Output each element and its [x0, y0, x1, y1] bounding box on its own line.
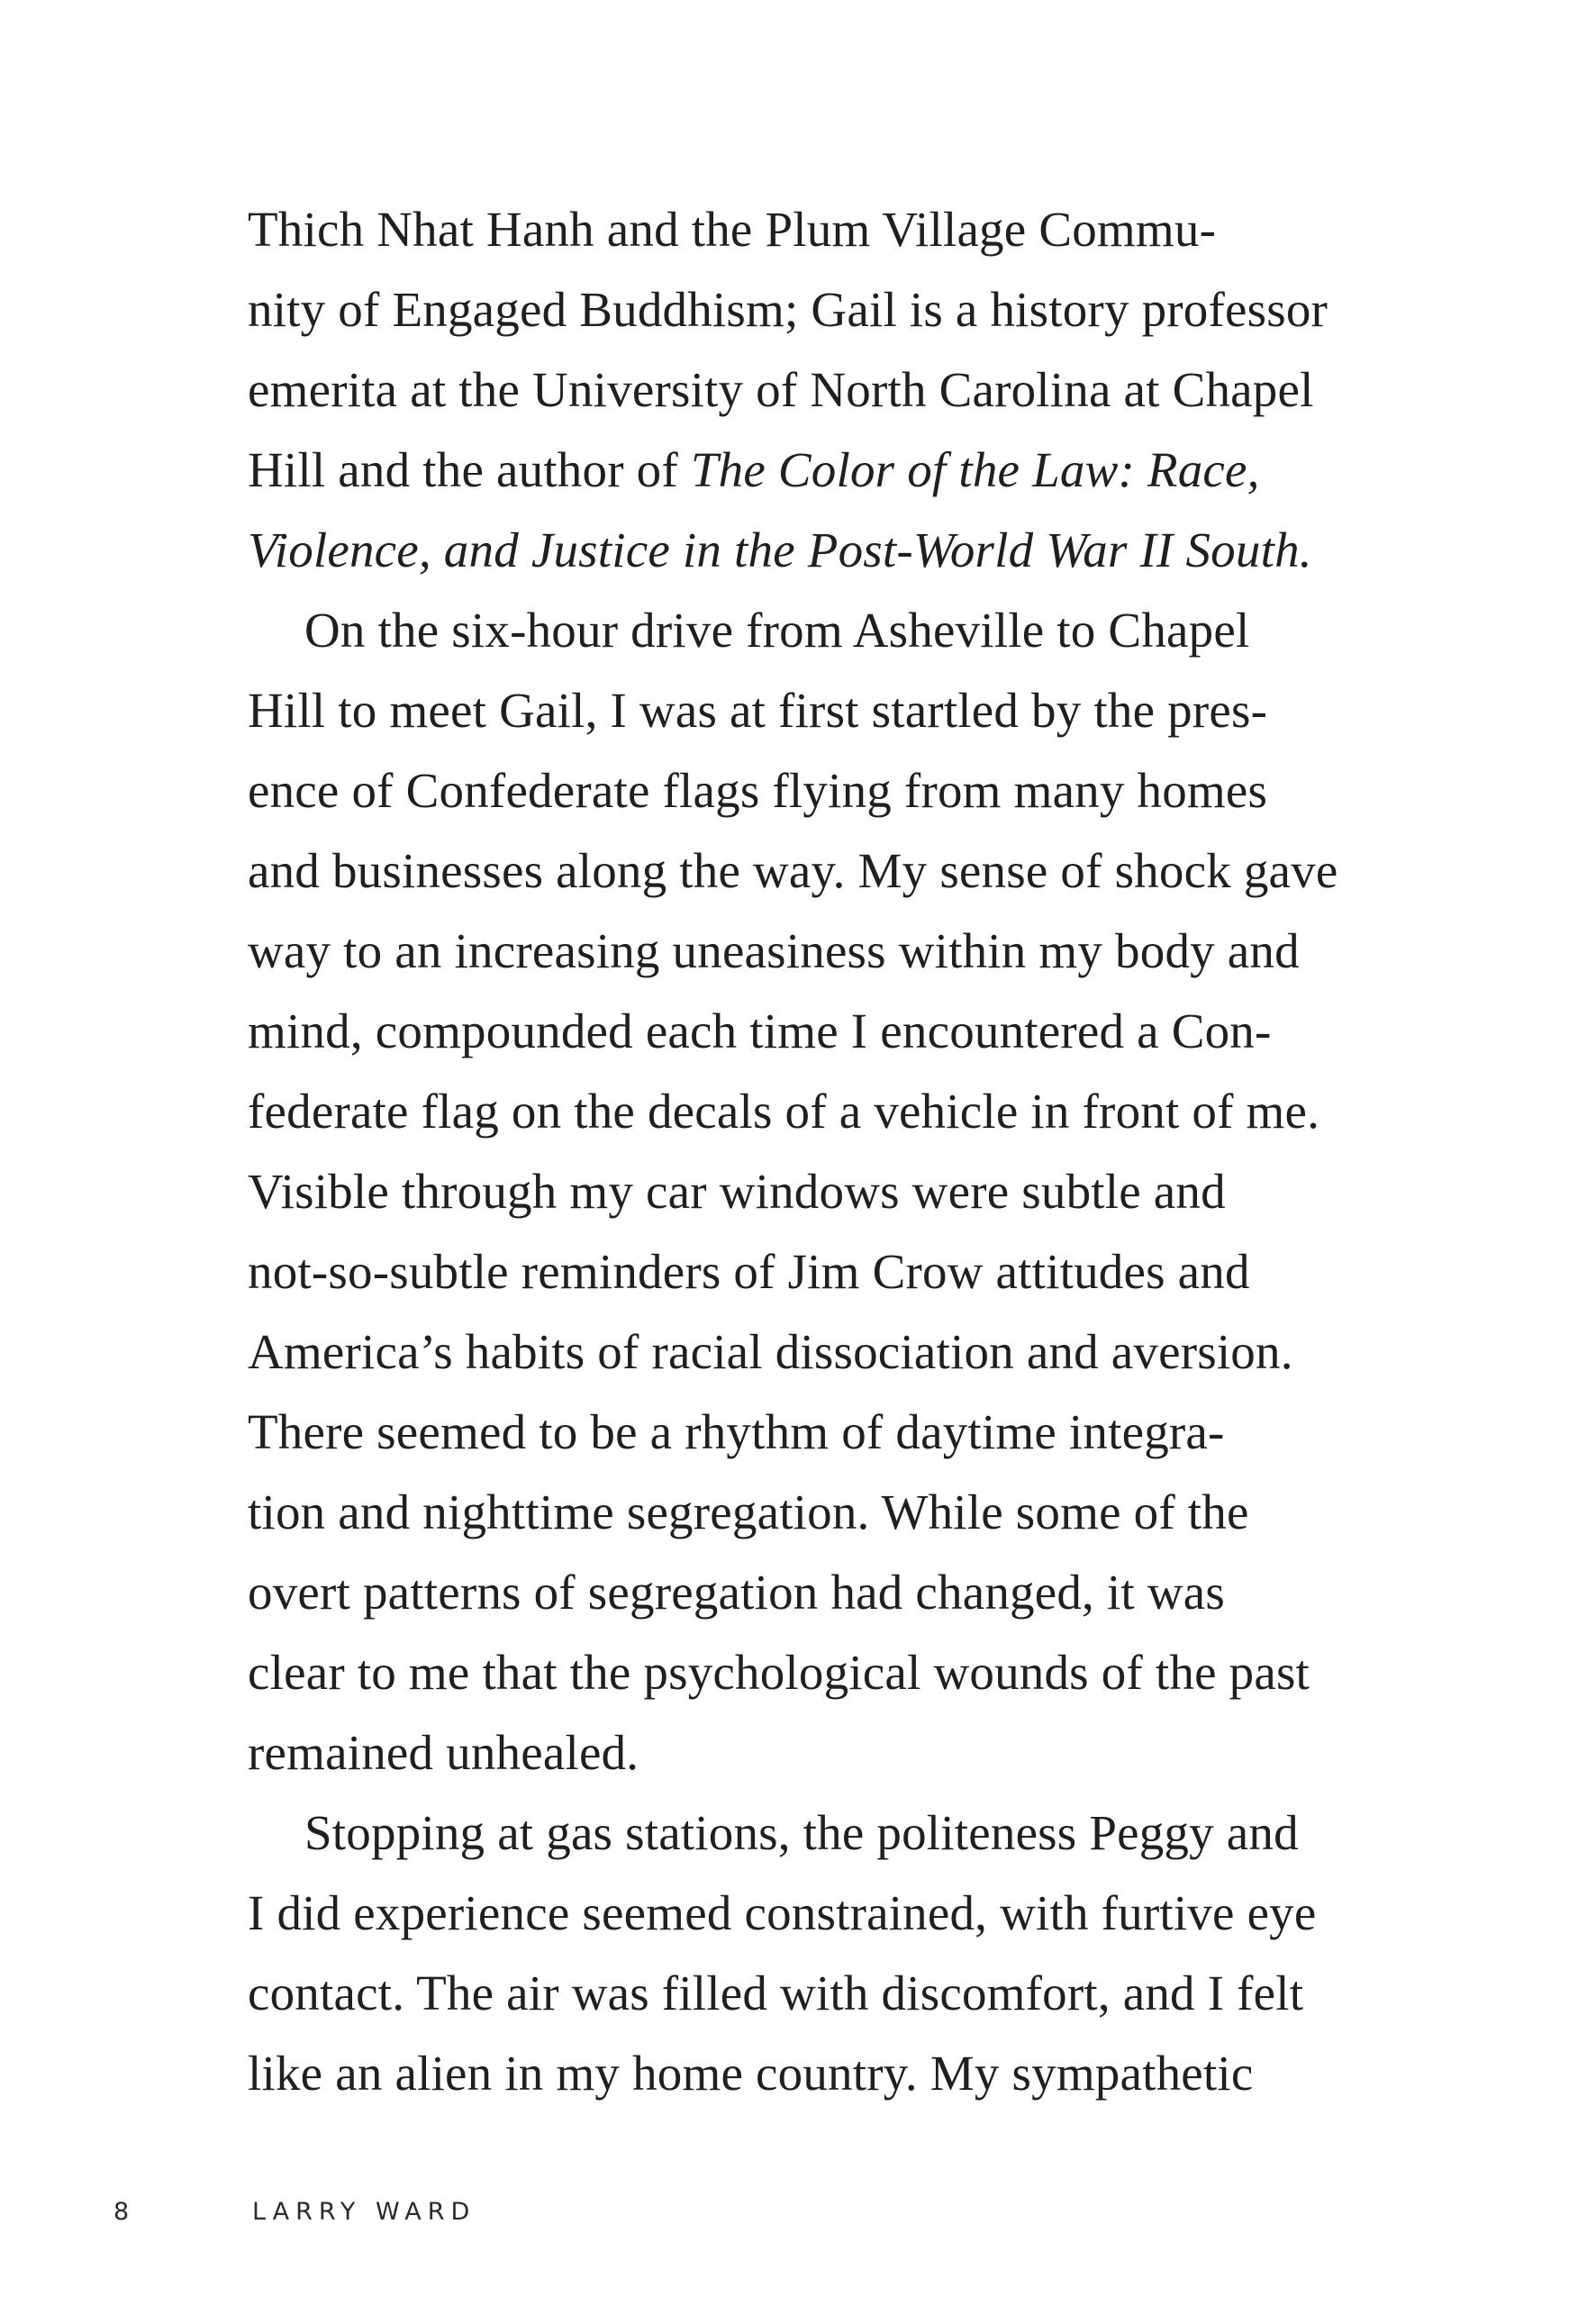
text-line [248, 991, 1328, 1071]
text-line [248, 911, 1328, 991]
text-segment: ence of Confederate flags flying from many homes [248, 763, 1268, 818]
text-line [248, 1552, 1328, 1632]
text-segment: clear to me that the psychological wounds of the past [248, 1645, 1310, 1700]
text-segment: emerita at the University of North Carolina at Chapel [248, 362, 1314, 417]
text-line [248, 590, 1328, 670]
text-segment: Hill and the author of [248, 442, 691, 497]
text-line [248, 1392, 1328, 1472]
text-line [248, 1793, 1328, 1873]
page-footer [0, 2198, 1596, 2234]
text-segment: There seemed to be a rhythm of daytime integra- [248, 1404, 1225, 1459]
text-segment: On the six-hour drive from Asheville to Chapel [304, 603, 1250, 658]
text-segment: Hill to meet Gail, I was at first startled by the pres- [248, 683, 1268, 738]
text-segment: like an alien in my home country. My sympathetic [248, 2046, 1254, 2101]
text-line [248, 2033, 1328, 2113]
text-line [248, 1151, 1328, 1231]
text-line [248, 1071, 1328, 1151]
text-line [248, 1712, 1328, 1793]
text-line [248, 831, 1338, 911]
text-line [248, 750, 1328, 831]
text-segment: I did experience seemed constrained, with furtive eye [248, 1885, 1317, 1940]
page-number: 8 [113, 2198, 131, 2226]
text-line [248, 269, 1328, 350]
italic-text-segment: The Color of the Law: Race, [690, 442, 1260, 497]
text-line [248, 350, 1328, 430]
text-segment: Visible through my car windows were subtle and [248, 1164, 1226, 1219]
text-line [248, 1953, 1328, 2033]
text-line [248, 1312, 1328, 1392]
text-line [248, 1632, 1328, 1712]
text-segment: tion and nighttime segregation. While some of the [248, 1484, 1249, 1539]
text-segment: mind, compounded each time I encountered a Con- [248, 1003, 1272, 1058]
text-segment: nity of Engaged Buddhism; Gail is a history professor [248, 282, 1328, 337]
text-segment: not-so-subtle reminders of Jim Crow attitudes and [248, 1244, 1250, 1299]
text-segment: federate flag on the decals of a vehicle in front of me. [248, 1084, 1320, 1139]
text-segment: remained unhealed. [248, 1725, 639, 1780]
text-segment: way to an increasing uneasiness within my body and [248, 923, 1300, 978]
italic-text-segment: Violence, and Justice in the Post-World War II South. [248, 522, 1312, 577]
text-segment: overt patterns of segregation had changed, it was [248, 1565, 1225, 1620]
text-segment: Thich Nhat Hanh and the Plum Village Commu- [248, 202, 1217, 257]
running-head-author: LARRY WARD [252, 2198, 476, 2226]
text-segment: Stopping at gas stations, the politeness Peggy and [304, 1805, 1299, 1860]
text-line [248, 670, 1328, 750]
text-line [248, 510, 1328, 590]
text-line [248, 189, 1328, 269]
text-line [248, 1472, 1328, 1552]
text-segment: America’s habits of racial dissociation and aversion. [248, 1324, 1293, 1379]
text-line [248, 1873, 1328, 1953]
text-segment: contact. The air was filled with discomfort, and I felt [248, 1966, 1304, 2020]
text-line [248, 430, 1328, 510]
body-text [248, 189, 1338, 2113]
text-segment: and businesses along the way. My sense of shock gave [248, 843, 1338, 898]
text-line [248, 1231, 1328, 1312]
